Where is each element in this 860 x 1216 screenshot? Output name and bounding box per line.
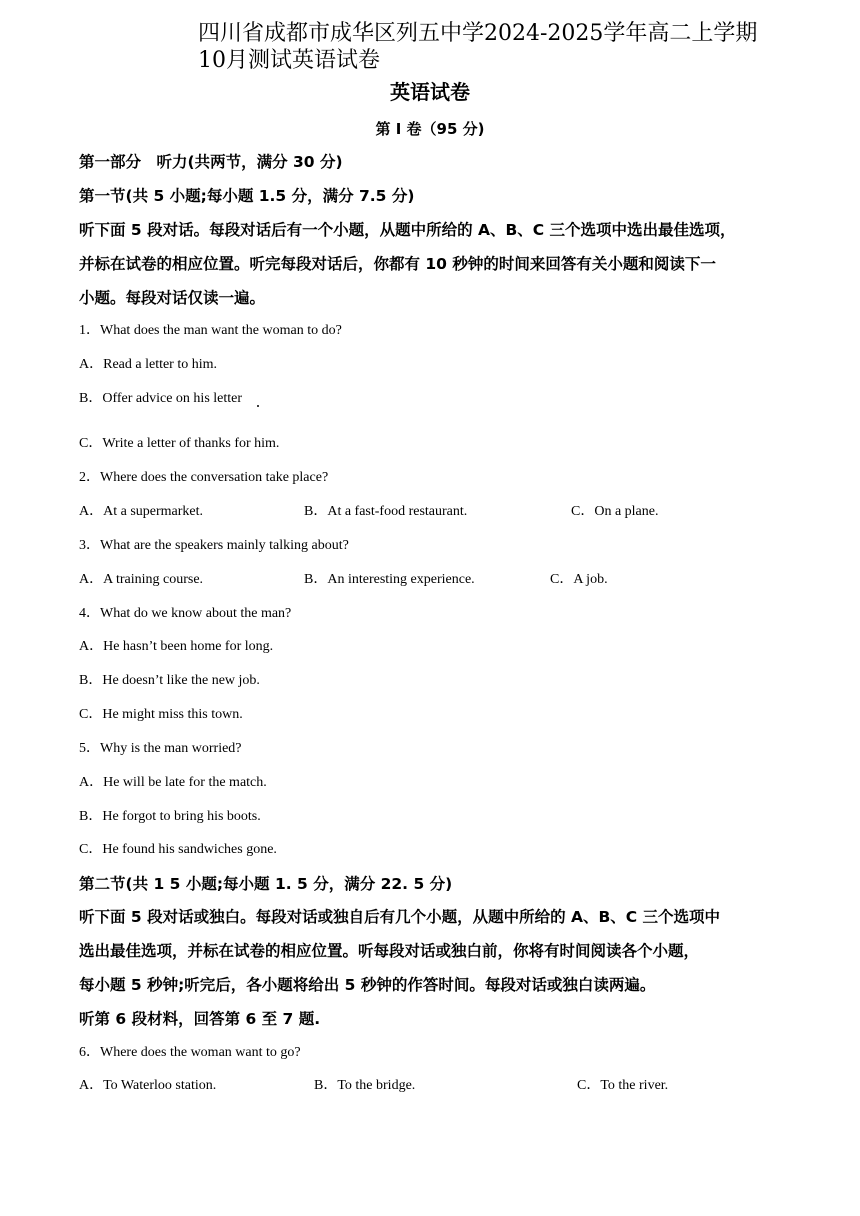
section1-instruction-line: 听下面 5 段对话。每段对话后有一个小题，从题中所给的 A、B、C 三个选项中选出最佳选项， bbox=[79, 221, 736, 239]
section1-heading: 第一节(共 5 小题;每小题 1.5 分，满分 7.5 分) bbox=[79, 187, 415, 205]
question-6: 6．Where does the woman want to go? bbox=[79, 1045, 301, 1060]
question-4-option-a: A．He hasn’t been home for long. bbox=[79, 639, 274, 654]
question-2-option-a: A．At a supermarket. bbox=[79, 504, 204, 519]
question-2: 2．Where does the conversation take place? bbox=[79, 470, 329, 485]
question-5: 5．Why is the man worried? bbox=[79, 741, 242, 756]
part1-heading: 第一部分 听力(共两节，满分 30 分) bbox=[79, 153, 343, 171]
header-title-line2: 10月测试英语试卷 bbox=[198, 48, 380, 73]
section2-instruction-line: 每小题 5 秒钟;听完后，各小题将给出 5 秒钟的作答时间。每段对话或独白读两遍。 bbox=[79, 976, 656, 994]
section2-heading: 第二节(共 1 5 小题;每小题 1. 5 分，满分 22. 5 分) bbox=[79, 875, 453, 893]
question-4: 4．What do we know about the man? bbox=[79, 606, 292, 621]
document-header-title bbox=[198, 20, 818, 74]
question-5-option-c: C．He found his sandwiches gone. bbox=[79, 842, 277, 857]
exam-title: 英语试卷 bbox=[390, 80, 470, 104]
stray-dot-mark bbox=[257, 405, 259, 407]
volume-title: 第 I 卷（95 分) bbox=[375, 120, 485, 138]
question-6-option-b: B．To the bridge. bbox=[314, 1078, 416, 1093]
question-4-option-c: C．He might miss this town. bbox=[79, 707, 243, 722]
question-4-option-b: B．He doesn’t like the new job. bbox=[79, 673, 260, 688]
question-1-option-b: B．Offer advice on his letter bbox=[79, 391, 243, 406]
question-1-option-c: C．Write a letter of thanks for him. bbox=[79, 436, 280, 451]
section1-instruction-line: 小题。每段对话仅读一遍。 bbox=[79, 289, 266, 307]
question-3-option-b: B．An interesting experience. bbox=[304, 572, 475, 587]
question-6-option-c: C．To the river. bbox=[577, 1078, 669, 1093]
question-2-option-b: B．At a fast-food restaurant. bbox=[304, 504, 468, 519]
material-6-heading: 听第 6 段材料，回答第 6 至 7 题. bbox=[79, 1010, 321, 1028]
question-3-option-c: C．A job. bbox=[550, 572, 608, 587]
header-title-line1: 四川省成都市成华区列五中学2024-2025学年高二上学期 bbox=[198, 21, 758, 46]
question-5-option-a: A．He will be late for the match. bbox=[79, 775, 267, 790]
section2-instruction-line: 听下面 5 段对话或独白。每段对话或独自后有几个小题，从题中所给的 A、B、C 三个选项中 bbox=[79, 908, 721, 926]
question-5-option-b: B．He forgot to bring his boots. bbox=[79, 809, 261, 824]
question-6-option-a: A．To Waterloo station. bbox=[79, 1078, 217, 1093]
section2-instruction-line: 选出最佳选项，并标在试卷的相应位置。听每段对话或独白前，你将有时间阅读各个小题， bbox=[79, 942, 700, 960]
question-3: 3．What are the speakers mainly talking about? bbox=[79, 538, 349, 553]
question-1: 1．What does the man want the woman to do? bbox=[79, 323, 342, 338]
question-3-option-a: A．A training course. bbox=[79, 572, 204, 587]
section1-instruction-line: 并标在试卷的相应位置。听完每段对话后，你都有 10 秒钟的时间来回答有关小题和阅读下一 bbox=[79, 255, 716, 273]
question-1-option-a: A．Read a letter to him. bbox=[79, 357, 218, 372]
question-2-option-c: C．On a plane. bbox=[571, 504, 659, 519]
